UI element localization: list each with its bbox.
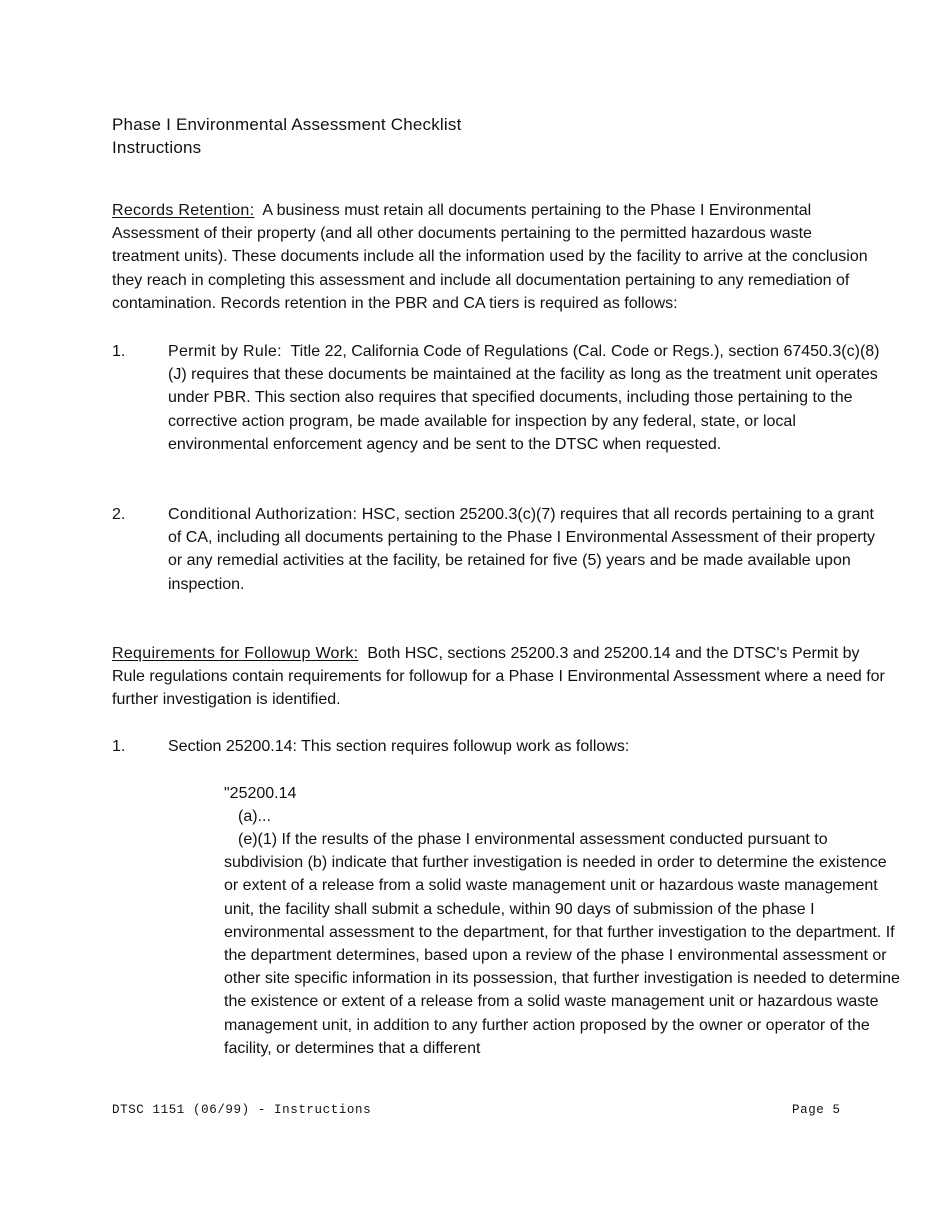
- list-item-lead: Permit by Rule:: [168, 343, 282, 360]
- footer-form-id: DTSC 1151 (06/99) - Instructions: [112, 1103, 372, 1117]
- followup-intro: Both HSC, sections 25200.3 and 25200.14 and the DTSC's Permit by Rule regulations contain requirements for followup for a Phase I Environmental Assessment where a need for further investigation is identified.: [112, 645, 885, 709]
- list-item-text: HSC, section 25200.3(c)(7) requires that all records pertaining to a grant of CA, including all documents pertaining to the Phase I Environmental Assessment of their property or any remedial activities at the facility, be retained for five (5) years and be made available upon inspection.: [168, 506, 876, 593]
- list-item-lead: Conditional Authorization:: [168, 506, 358, 523]
- list-item-section-25200-14: Section 25200.14: This section requires followup work as follows:: [168, 738, 630, 755]
- list-number: 2.: [112, 506, 126, 523]
- document-title: Phase I Environmental Assessment Checklist: [112, 115, 462, 134]
- records-retention-intro: A business must retain all documents pertaining to the Phase I Environmental Assessment of their property (and all other documents pertaining to the permitted hazardous waste treatment units). These documents include all the information used by the facility to arrive at the conclusion they reach in completing this assessment and include all documentation pertaining to any remediation of contamination. Records retention in the PBR and CA tiers is required as follows:: [112, 202, 868, 312]
- followup-heading: Requirements for Followup Work:: [112, 645, 359, 662]
- list-number: 1.: [112, 343, 126, 360]
- list-item-permit-by-rule: [168, 340, 884, 456]
- list-number: 1.: [112, 738, 126, 755]
- followup-paragraph: [112, 642, 888, 712]
- footer-page-number: Page 5: [792, 1103, 841, 1117]
- quote-section-number: "25200.14: [224, 785, 297, 802]
- quote-subsection-a: (a)...: [238, 808, 271, 825]
- document-subtitle: Instructions: [112, 138, 202, 157]
- records-retention-paragraph: [112, 199, 868, 315]
- list-item-conditional-authorization: [168, 503, 884, 596]
- list-item-text: Title 22, California Code of Regulations (Cal. Code or Regs.), section 67450.3(c)(8)(J) requires that these documents be maintained at the facility as long as the treatment unit operates under PBR. This section also requires that specified documents, including those pertaining to the corrective action program, be made available for inspection by any federal, state, or local environmental enforcement agency and be sent to the DTSC when requested.: [168, 343, 880, 453]
- records-retention-heading: Records Retention:: [112, 202, 255, 219]
- quote-body: (e)(1) If the results of the phase I environmental assessment conducted pursuant to subdivision (b) indicate that further investigation is needed in order to determine the existence or extent of a release from a solid waste management unit or hazardous waste management unit, the facility shall submit a schedule, within 90 days of submission of the phase I environmental assessment to the department, for that further investigation to the department. If the department determines, based upon a review of the phase I environmental assessment or other site specific information in its possession, that further investigation is needed to determine the existence or extent of a release from a solid waste management unit or hazardous waste management unit, in addition to any further action proposed by the owner or operator of the facility, or determines that a different: [224, 831, 900, 1057]
